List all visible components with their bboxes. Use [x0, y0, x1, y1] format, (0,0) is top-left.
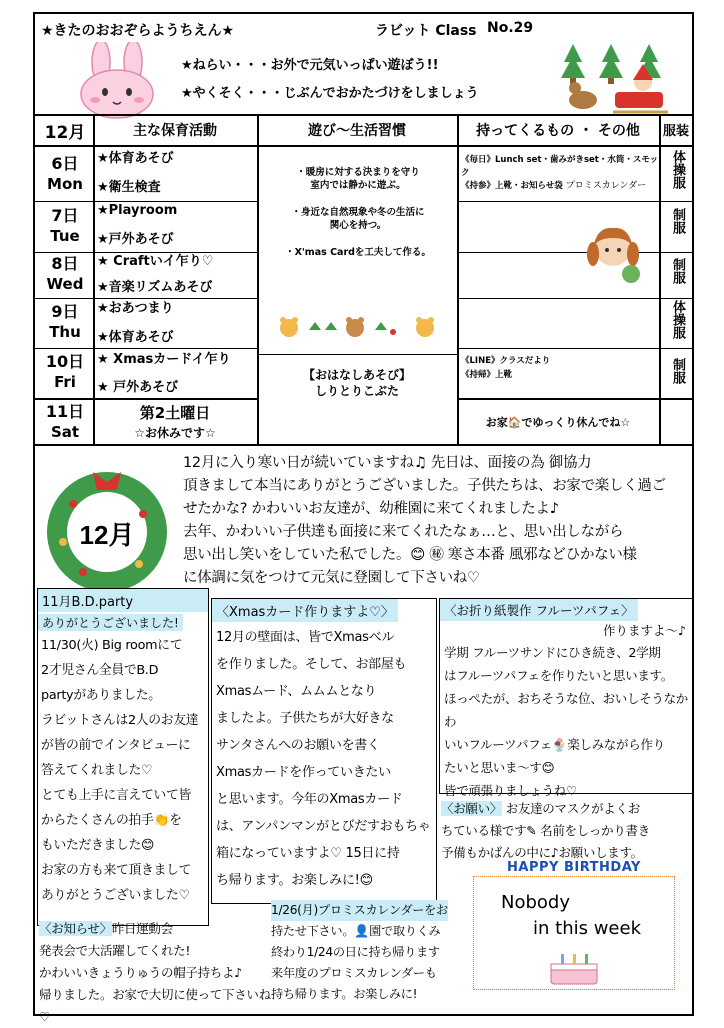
day-6: 6日 Mon	[47, 154, 83, 193]
xmas-body: 12月の壁面は、皆でXmasベル を作りました。そして、お部屋も Xmasムード、ムムムとなり ましたよ。子供たちが大好きな サンタさんへのお願いを書く Xmasカードを作っていきたい と思います。今年のXmasカード は、アンパンマンがとびだすおもちゃ 箱になっていますよ♡ 15日に持 ち帰ります。お楽しみに!😊	[216, 630, 431, 888]
bd-title: 11月B.D.party	[38, 589, 208, 612]
origami-subtitle: 作りますよ～♪	[603, 623, 686, 638]
issue-number: No.29	[487, 20, 534, 36]
activity-6-1: ★体育あそび	[97, 151, 174, 166]
day-8: 8日 Wed	[46, 254, 84, 293]
bd-body: 11/30(火) Big roomにて 2才児さん全員でB.D partyがありました。 ラビットさんは2人のお友達 が皆の前でインタビューに 答えてくれました♡ とても上手に言えていて皆 からたくさんの拍手👏を もいただきました😊 お家の方も来て頂きまして ありがとうございました♡	[41, 638, 199, 903]
girl-illustration	[583, 220, 649, 286]
activity-9-1: ★おあつまり	[97, 301, 174, 316]
play-list: ・暖房に対する決まりを守り 室内では静かに遊ぶ。 ・身近な自然現象や冬の生活に 関心を持つ。 ・X'mas Cardを工夫して作る。	[285, 167, 431, 258]
header-bring: 持ってくるもの ・ その他	[476, 123, 640, 139]
notice-title: 〈お知らせ〉	[39, 921, 112, 936]
day-10: 10日 Fri	[45, 352, 85, 391]
header-activities: 主な保育活動	[133, 123, 217, 139]
aim-text: ★ねらい・・・お外で元気いっぱい遊ぼう!!	[181, 58, 439, 73]
intro-message-cont: 去年、かわいい子供達も面接に来てくれたなぁ…と、思い出しながら 思い出し笑いをしていた私でした。😊 ㊙ 寒さ本番 風邪などひかない様 に体調に気をつけて元気に登園して下さいね♡	[183, 524, 637, 586]
origami-box	[439, 598, 693, 798]
clothes-10: 制服	[670, 358, 685, 384]
table-month: 12月	[44, 123, 86, 143]
clothes-9: 体操服	[670, 300, 685, 339]
christmas-illustration	[553, 26, 683, 118]
calendar-note: 1/26(月)プロミスカレンダーをお 持たせ下さい。👤園で取りくみ 終わり1/24の日に持ち帰ります 来年度のプロミスカレンダーも 持ち帰ります。お楽しみに!	[271, 900, 471, 1005]
request-title: 〈お願い〉	[441, 801, 503, 816]
activity-8-1: ★ Craftいイ乍り♡	[97, 254, 214, 269]
school-name: ★きたのおおぞらようちえん★	[41, 23, 235, 39]
birthday-box	[473, 860, 675, 998]
cake-icon	[543, 952, 605, 988]
saturday-sub: ☆お休みです☆	[134, 426, 216, 440]
bring-saturday: お家🏠でゆっくり休んでね☆	[485, 416, 631, 429]
activity-6-2: ★衛生検査	[97, 180, 161, 195]
activity-10-1: ★ Xmasカードイ乍り	[97, 352, 231, 367]
clothes-6: 体操服	[670, 150, 685, 189]
xmas-title: 〈Xmasカード作りますよ♡〉	[212, 599, 398, 622]
day-11: 11日 Sat	[45, 402, 85, 441]
clothes-8: 制服	[670, 258, 685, 284]
day-9: 9日 Thu	[49, 302, 81, 341]
header-clothes: 服装	[662, 124, 689, 139]
birthday-text-1: Nobody	[501, 892, 570, 913]
story-title: 【おはなしあそび】	[302, 368, 411, 382]
class-name: ラビット Class	[375, 23, 477, 39]
activity-7-2: ★戸外あそび	[97, 232, 174, 247]
promise-text: ★やくそく・・・じぶんでおかたづけをしましょう	[181, 86, 479, 101]
story-subtitle: しりとりこぶた	[314, 384, 399, 398]
bring-monday: 《毎日》Lunch set・歯みがきset・水筒・スモック 《持参》上靴・お知らせ袋 プロミスカレンダー	[461, 155, 659, 191]
activity-8-2: ★音楽リズムあそび	[97, 280, 213, 295]
rabbit-illustration	[73, 42, 163, 120]
newsletter-sheet	[33, 12, 694, 1024]
activity-9-2: ★体育あそび	[97, 330, 174, 345]
saturday-title: 第2土曜日	[139, 404, 211, 422]
bd-subtitle: ありがとうございました!	[38, 614, 183, 631]
activity-7-1: ★Playroom	[97, 203, 178, 218]
xmas-card-box	[211, 598, 437, 904]
notice-section: 〈お知らせ〉昨日運動会 発表会で大活躍してくれた! かわいいきょうりゅうの帽子持ちよ♪ 帰りました。お家で大切に使って下さいね♡	[39, 921, 271, 1024]
request-section: 〈お願い〉 お友達のマスクがよくお ちている様です✎ 名前をしっかり書き 予備もかばんの中に♪お願いします。	[441, 801, 650, 860]
birthday-banner: HAPPY BIRTHDAY	[507, 860, 641, 875]
origami-title: 〈お折り紙製作 フルーツパフェ〉	[440, 599, 638, 621]
intro-message: 12月に入り寒い日が続いていますね♫ 先日は、面接の為 御協力 頂きまして本当にありがとうございました。子供たちは、お家で楽しく過ご せたかな? かわいいお友達が、幼稚園に来てくれましたよ♪	[183, 455, 666, 517]
bd-party-box	[37, 588, 209, 926]
bring-friday: 《LINE》クラスだより 《持帰》上靴	[461, 356, 551, 380]
birthday-text-2: in this week	[533, 918, 641, 939]
activity-10-2: ★ 戸外あそび	[97, 380, 179, 395]
wreath-label: 12月	[79, 520, 135, 550]
origami-body: 学期 フルーツサンドにひき続き、2学期 はフルーツパフェを作りたいと思います。 ほっぺたが、おちそうな位、おいしそうなかわ いいフルーツパフェ🍨楽しみながら作り たいと思いま～す😊 皆で頑張りましょうね♡	[444, 645, 689, 798]
day-7: 7日 Tue	[50, 206, 80, 245]
clothes-7: 制服	[670, 208, 685, 234]
header-play: 遊び～生活習慣	[308, 123, 406, 139]
animal-garland-illustration	[275, 314, 445, 342]
